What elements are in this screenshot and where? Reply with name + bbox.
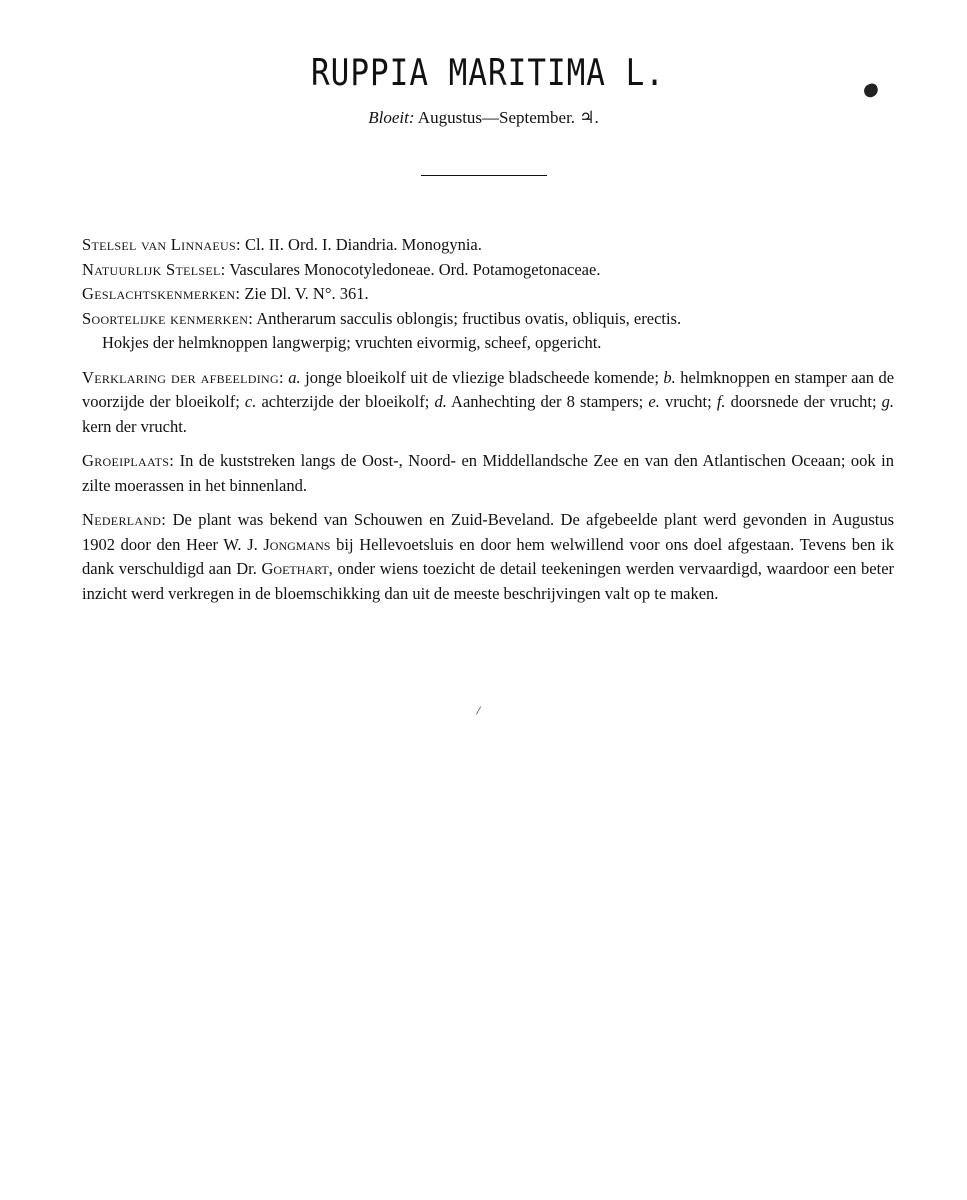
flowering-line — [0, 108, 967, 128]
entry-heading: Stelsel van Linnaeus: — [82, 235, 241, 254]
entry-species-characters — [82, 307, 894, 332]
entry-species-translation: Hokjes der helmknoppen langwerpig; vruchten eivormig, scheef, opgericht. — [102, 333, 602, 352]
figure-letter-d: d. — [434, 392, 447, 411]
entry-text: bij Hellevoetsluis en door hem welwillend voor ons doel afgestaan. Tevens ben ik dank verschuldigd aan Dr. — [82, 534, 894, 578]
entry-habitat — [82, 449, 894, 498]
entry-figure-explanation — [82, 366, 894, 440]
entry-linnaeus — [82, 233, 894, 258]
entry-text: Zie Dl. V. N°. 361. — [244, 284, 369, 303]
entry-text: Antherarum sacculis oblongis; fructibus ovatis, obliquis, erectis. — [256, 308, 682, 328]
flowering-value: Augustus—September. ♃. — [417, 108, 599, 127]
figure-letter-f: f. — [716, 392, 726, 411]
entry-text: Vasculares Monocotyledoneae. Ord. Potamogetonaceae. — [229, 259, 601, 279]
entry-natural-system — [82, 258, 894, 283]
flowering-label: Bloeit: — [368, 108, 415, 127]
entry-genus-characters — [82, 282, 894, 307]
entry-text: Cl. II. Ord. I. Diandria. Monogynia. — [244, 235, 482, 254]
figure-text-d: Aanhechting der 8 stampers; — [451, 392, 644, 411]
entry-heading: Verklaring der afbeelding: — [82, 367, 284, 387]
entry-heading: Natuurlijk Stelsel: — [82, 259, 226, 279]
entry-text: onder wiens toezicht de detail teekeningen werden vervaardigd, waardoor een beter inzicht werd verkregen in de bloemschikking dan uit de meeste beschrijvingen valt op te maken. — [82, 559, 895, 603]
entry-text: In de kuststreken langs de Oost-, Noord- en Middellandsche Zee en van den Atlantischen Oceaan; ook in zilte moerassen in het binnenland. — [82, 451, 895, 495]
ink-mark — [476, 706, 481, 714]
description-body — [82, 233, 894, 606]
entry-heading: Soortelijke kenmerken: — [82, 308, 254, 328]
entry-text: De plant was bekend van Schouwen en Zuid-Beveland. De afgebeelde plant werd gevonden in Augustus 1902 door den Heer W. J. — [82, 510, 895, 554]
entry-netherlands — [82, 508, 894, 606]
figure-letter-b: b. — [663, 367, 676, 387]
figure-text-f: doorsnede der vrucht; — [730, 392, 877, 411]
figure-text-b: helmknoppen en stamper aan de voorzijde der bloeikolf; — [82, 367, 895, 411]
figure-text-g: kern der vrucht. — [82, 416, 187, 436]
person-name-goethart: Goethart, — [261, 559, 333, 578]
entry-heading: Nederland: — [82, 510, 167, 529]
figure-text-c: achterzijde der bloeikolf; — [261, 392, 430, 411]
figure-letter-c: c. — [244, 392, 257, 411]
figure-letter-a: a. — [288, 367, 301, 387]
entry-heading: Geslachtskenmerken: — [82, 284, 241, 303]
entry-heading: Groeiplaats: — [82, 451, 175, 470]
page-title: RUPPIA MARITIMA L. — [311, 52, 665, 95]
person-name-jongmans: Jongmans — [263, 534, 331, 554]
figure-text-e: vrucht; — [664, 392, 712, 411]
figure-letter-e: e. — [648, 392, 660, 411]
figure-letter-g: g. — [881, 392, 895, 411]
figure-text-a: jonge bloeikolf uit de vliezige bladscheede komende; — [305, 367, 659, 387]
title-divider — [421, 175, 547, 176]
